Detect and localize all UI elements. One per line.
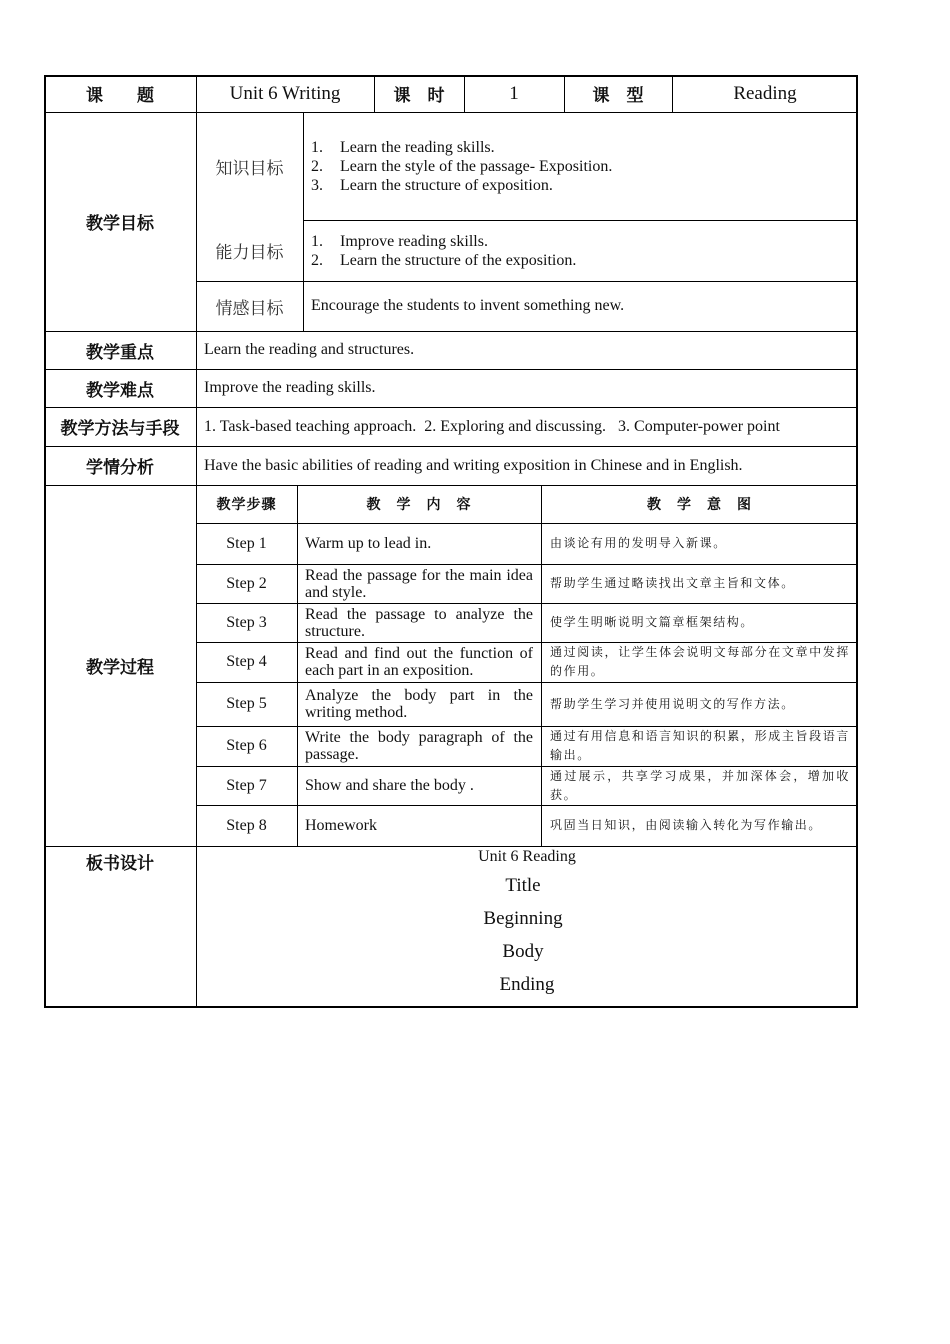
table-rule <box>196 603 858 604</box>
step-content-text: Read and find out the function of each part in an exposition. <box>305 645 533 679</box>
table-rule <box>44 369 858 370</box>
step-content-text: Warm up to lead in. <box>305 535 432 552</box>
list-item <box>311 232 488 251</box>
table-rule <box>374 75 375 112</box>
board-heading: Unit 6 Reading <box>478 848 576 865</box>
step-8-purpose: 巩固当日知识，由阅读输入转化为写作输出。 <box>550 818 823 832</box>
step-5-content <box>297 682 541 726</box>
step-7-purpose: 通过展示，共享学习成果，并加深体会，增加收获。 <box>550 768 850 802</box>
step-6-purpose: 通过有用信息和语言知识的积累，形成主旨段语言输出。 <box>550 729 850 762</box>
table-rule <box>44 407 858 408</box>
emotion-objective-text: Encourage the students to invent something new. <box>311 297 625 314</box>
key-points-text: Learn the reading and structures. <box>204 341 415 358</box>
table-rule <box>672 75 673 112</box>
difficulties-label: 教学难点 <box>86 380 154 401</box>
list-number: 1. <box>311 138 323 156</box>
table-rule <box>44 112 858 113</box>
list-text: Improve reading skills. <box>340 232 488 250</box>
list-number: 2. <box>311 157 323 175</box>
list-item <box>311 176 553 195</box>
step-6-name: Step 6 <box>226 737 267 754</box>
list-number: 3. <box>311 176 323 194</box>
knowledge-objective-label: 知识目标 <box>215 158 284 179</box>
step-1-content <box>297 523 541 564</box>
analysis-label: 学情分析 <box>86 458 154 478</box>
difficulties-text: Improve the reading skills. <box>204 379 376 396</box>
table-rule <box>44 331 858 332</box>
objectives-label: 教学目标 <box>86 214 154 234</box>
knowledge-objective-list <box>303 112 858 220</box>
emotion-objective-label: 情感目标 <box>215 298 284 319</box>
step-content-text: Read the passage for the main idea and style. <box>305 566 533 601</box>
key-points-label: 教学重点 <box>86 342 154 363</box>
step-1-purpose: 由谈论有用的发明导入新课。 <box>550 536 727 550</box>
step-5-name: Step 5 <box>226 695 267 712</box>
step-3-name: Step 3 <box>226 613 267 631</box>
step-3-purpose: 使学生明晰说明文篇章框架结构。 <box>550 615 755 629</box>
list-text: Learn the structure of exposition. <box>340 176 553 194</box>
board-line-title: Title <box>505 875 541 896</box>
table-rule <box>196 75 197 1008</box>
step-content-text: Read the passage to analyze the structure. <box>305 605 533 640</box>
step-4-name: Step 4 <box>226 653 267 670</box>
ability-objective-label: 能力目标 <box>215 243 284 263</box>
type-label: 课 型 <box>592 86 644 106</box>
list-item <box>311 138 495 157</box>
process-purpose-header: 教 学 意 图 <box>647 497 752 513</box>
table-rule <box>303 112 304 331</box>
list-number: 2. <box>311 251 323 269</box>
step-content-text: Show and share the body . <box>305 777 474 794</box>
list-text: Learn the structure of the exposition. <box>340 251 577 269</box>
step-2-content <box>297 564 541 603</box>
board-content <box>196 846 858 1008</box>
ability-objective-list <box>303 220 858 281</box>
topic-label: 课 题 <box>86 86 154 106</box>
board-line-beginning: Beginning <box>483 908 563 929</box>
table-rule <box>44 446 858 447</box>
table-rule <box>541 485 542 846</box>
period-label: 课 时 <box>393 86 445 106</box>
list-number: 1. <box>311 232 323 250</box>
step-7-name: Step 7 <box>226 776 267 794</box>
table-rule <box>564 75 565 112</box>
step-6-content <box>297 726 541 766</box>
board-line-ending: Ending <box>499 974 555 995</box>
step-4-purpose: 通过阅读，让学生体会说明文每部分在文章中发挥的作用。 <box>550 645 850 678</box>
step-content-text: Analyze the body part in the writing method. <box>305 687 533 721</box>
topic-value: Unit 6 Writing <box>229 82 341 104</box>
period-value: 1 <box>509 82 519 104</box>
table-rule <box>303 220 858 221</box>
table-rule <box>196 766 858 767</box>
step-2-purpose: 帮助学生通过略读找出文章主旨和文体。 <box>550 576 795 590</box>
table-rule <box>196 682 858 683</box>
methods-label: 教学方法与手段 <box>60 419 180 439</box>
list-item <box>311 157 612 176</box>
methods-text: 1. Task-based teaching approach. 2. Exploring and discussing. 3. Computer-power point <box>204 417 780 435</box>
table-rule <box>44 485 858 486</box>
step-content-text: Homework <box>305 817 377 834</box>
process-step-header: 教学步骤 <box>216 497 277 513</box>
type-value: Reading <box>733 82 797 104</box>
table-rule <box>297 485 298 846</box>
step-8-name: Step 8 <box>226 816 267 834</box>
lesson-plan-table <box>44 75 858 1008</box>
analysis-text: Have the basic abilities of reading and writing exposition in Chinese and in English. <box>204 456 743 474</box>
table-rule <box>196 281 858 282</box>
table-rule <box>464 75 465 112</box>
table-rule <box>196 564 858 565</box>
table-rule <box>196 642 858 643</box>
step-4-content <box>297 642 541 682</box>
process-content-header: 教 学 内 容 <box>366 497 472 513</box>
list-item <box>311 251 576 270</box>
step-8-content <box>297 805 541 846</box>
list-text: Learn the reading skills. <box>340 138 495 156</box>
table-rule <box>44 846 858 847</box>
board-label: 板书设计 <box>86 853 154 874</box>
list-text: Learn the style of the passage- Exposition. <box>340 157 613 175</box>
step-1-name: Step 1 <box>226 534 267 552</box>
step-5-purpose: 帮助学生学习并使用说明文的写作方法。 <box>550 696 795 711</box>
table-rule <box>196 523 858 524</box>
board-line-body: Body <box>502 941 544 962</box>
process-label: 教学过程 <box>86 658 154 678</box>
step-content-text: Write the body paragraph of the passage. <box>305 729 533 763</box>
table-rule <box>196 726 858 727</box>
step-7-content <box>297 766 541 805</box>
step-3-content <box>297 603 541 642</box>
table-rule <box>196 805 858 806</box>
step-2-name: Step 2 <box>226 574 267 592</box>
